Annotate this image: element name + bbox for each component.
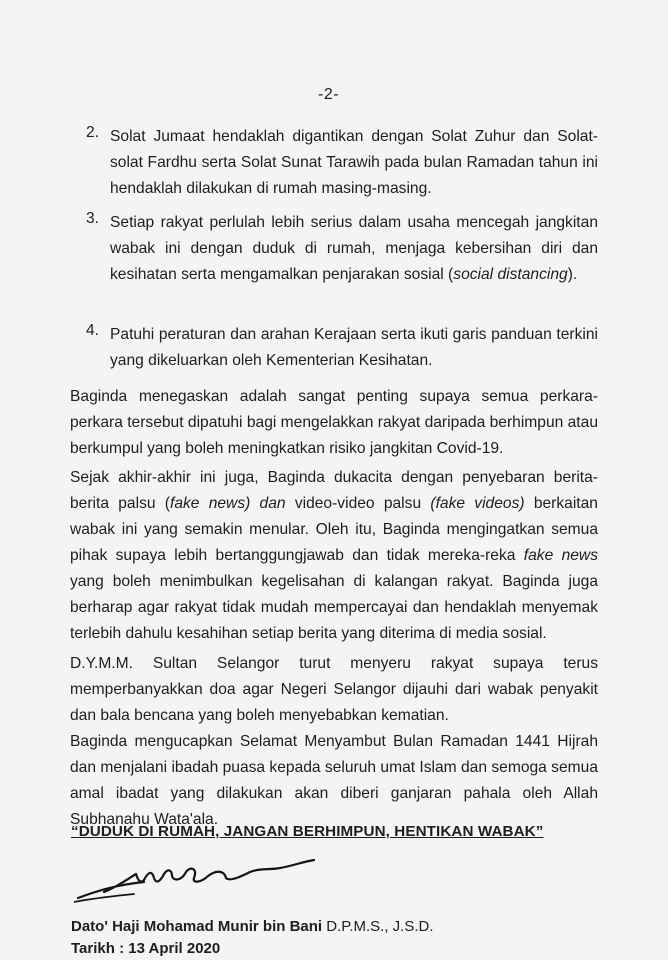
signer-line	[71, 918, 434, 935]
list-item-number: 4.	[86, 322, 100, 339]
date-line: Tarikh : 13 April 2020	[71, 940, 221, 957]
page-number: -2-	[318, 86, 340, 103]
signer-name: Dato' Haji Mohamad Munir bin Bani	[71, 918, 323, 935]
paragraph: Baginda mengucapkan Selamat Menyambut Bulan Ramadan 1441 Hijrah dan menjalani ibadah puasa kepada seluruh umat Islam dan semoga semua amal ibadat yang dilakukan akan diberi ganjaran pahala oleh Allah Subhanahu Wata'ala.	[70, 733, 598, 828]
list-item-number: 3.	[86, 210, 100, 227]
list-item-text: Setiap rakyat perlulah lebih serius dalam usaha mencegah jangkitan wabak ini dengan duduk di rumah, menjaga kebersihan diri dan kesihatan serta mengamalkan penjarakan sosial (social distancing).	[110, 214, 598, 283]
list-item-number: 2.	[86, 124, 100, 141]
slogan: “DUDUK DI RUMAH, JANGAN BERHIMPUN, HENTIKAN WABAK”	[71, 823, 544, 840]
paragraph: Sejak akhir-akhir ini juga, Baginda dukacita dengan penyebaran berita-berita palsu (fake news) dan video-video palsu (fake videos) berkaitan wabak ini yang semakin menular. Oleh itu, Baginda mengingatkan semua pihak supaya lebih bertanggungjawab dan tidak mereka-reka fake news yang boleh menimbulkan kegelisahan di kalangan rakyat. Baginda juga berharap agar rakyat tidak mudah mempercayai dan hendaklah menyemak terlebih dahulu kesahihan setiap berita yang diterima di media sosial.	[70, 469, 598, 642]
list-item-text: Solat Jumaat hendaklah digantikan dengan Solat Zuhur dan Solat-solat Fardhu serta Solat Sunat Tarawih pada bulan Ramadan tahun ini hendaklah dilakukan di rumah masing-masing.	[110, 128, 598, 197]
paragraph: Baginda menegaskan adalah sangat penting supaya semua perkara-perkara tersebut dipatuhi bagi mengelakkan rakyat daripada berhimpun atau berkumpul yang boleh meningkatkan risiko jangkitan Covid-19.	[70, 388, 598, 457]
list-item-text: Patuhi peraturan dan arahan Kerajaan serta ikuti garis panduan terkini yang dikeluarkan oleh Kementerian Kesihatan.	[110, 326, 598, 369]
signer-titles: D.P.M.S., J.S.D.	[322, 918, 434, 935]
signature	[74, 858, 324, 908]
paragraph: D.Y.M.M. Sultan Selangor turut menyeru rakyat supaya terus memperbanyakkan doa agar Negeri Selangor dijauhi dari wabak penyakit dan bala bencana yang boleh menyebabkan kematian.	[70, 655, 598, 724]
